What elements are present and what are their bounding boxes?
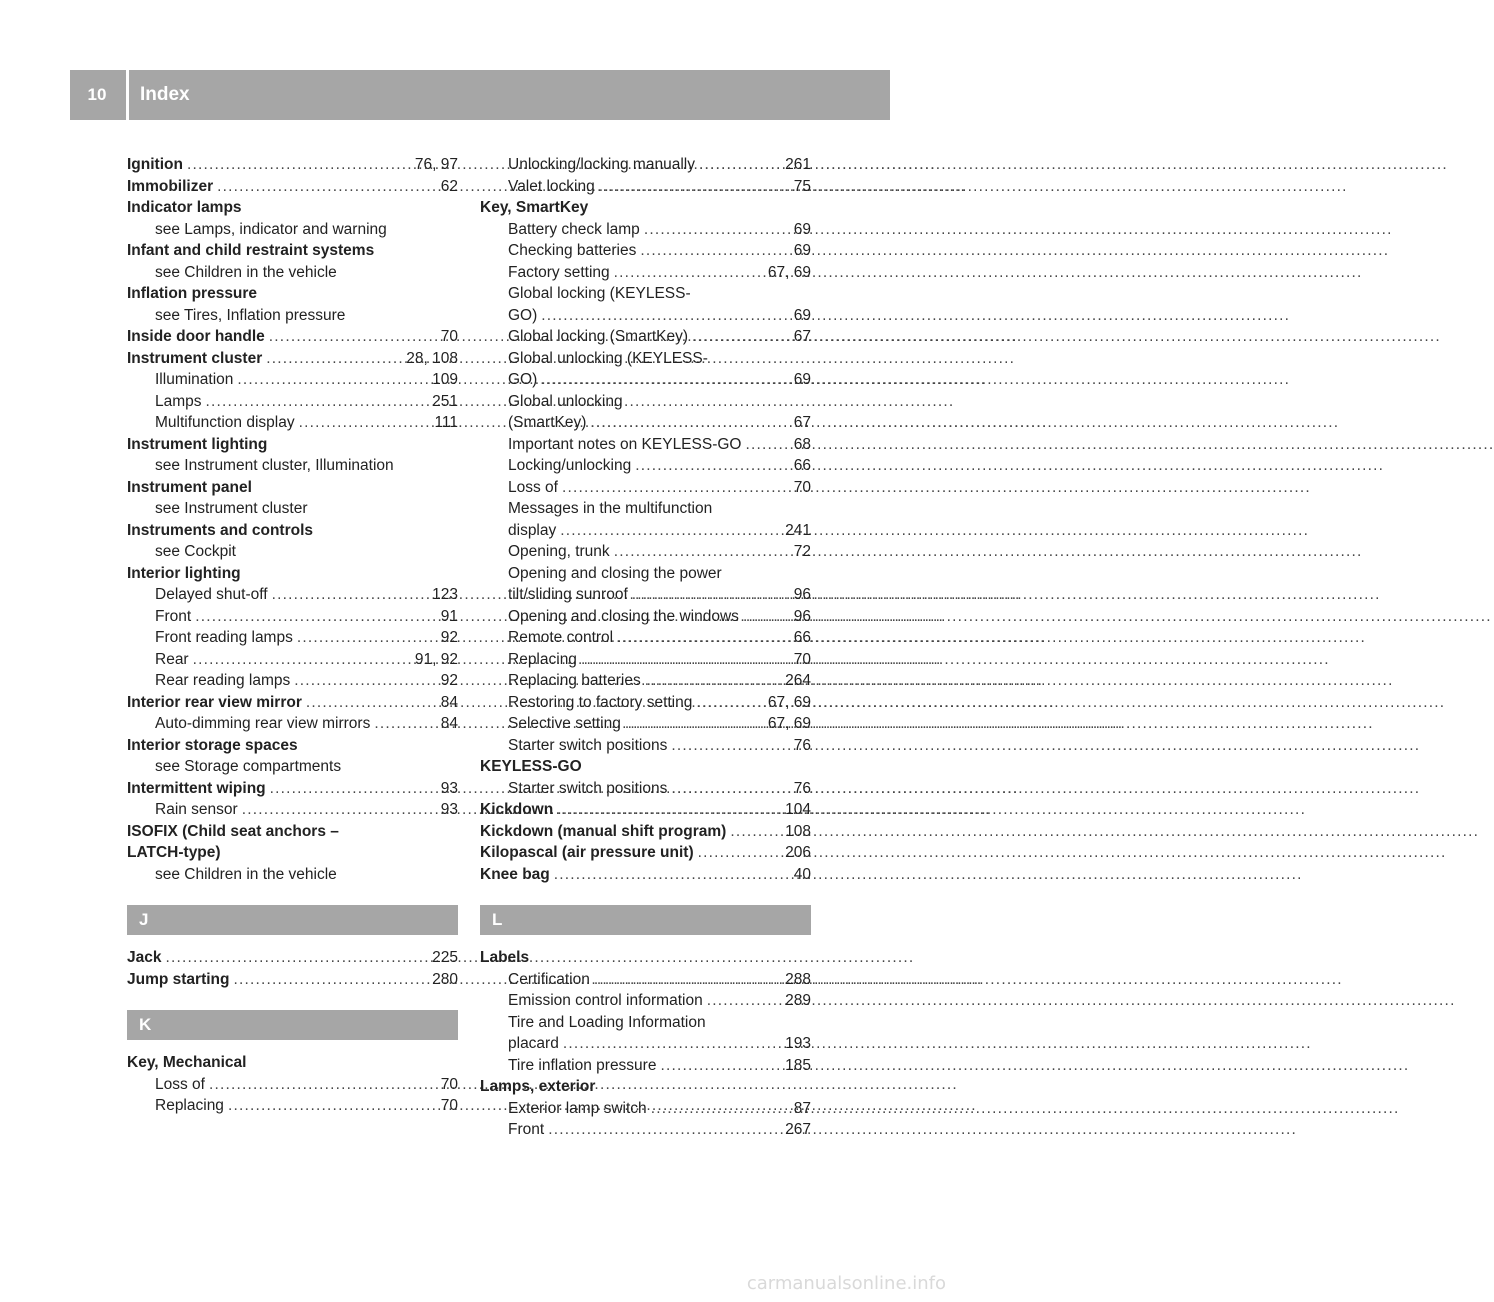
dot-leader [541,305,789,327]
index-entry [127,369,458,391]
index-entry [127,713,458,735]
entry-label: Jack [127,949,162,966]
dot-leader [635,455,790,477]
entry-label: Front [508,1121,545,1138]
index-entry [127,154,458,176]
dot-leader [270,778,437,800]
entry-label: GO) [508,371,538,388]
index-entry [480,670,811,692]
dot-leader [541,369,789,391]
entry-label: Loss of [155,1075,205,1093]
entry-page-ref: 67, 69 [767,715,811,732]
entry-label: display [508,521,557,539]
entry-page-ref: 185 [785,1056,811,1074]
index-group-k-mechanical [127,1052,458,1117]
entry-label: Remote control [508,629,614,646]
index-entry [127,692,458,714]
entry-label: Rear [155,650,189,668]
index-subline: Messages in the multifunction [508,500,713,517]
entry-page-ref: 67 [793,414,811,431]
entry-page-ref: 75 [793,177,811,195]
dot-leader [272,584,429,606]
dot-leader [640,240,789,262]
index-heading: Key, Mechanical [127,1054,247,1071]
entry-label: Loss of [508,478,558,496]
letter-heading-l: L [480,905,811,935]
dot-leader [590,412,789,434]
dot-leader [562,477,790,499]
entry-page-ref: 67, 69 [767,263,811,281]
entry-page-ref: 280 [432,970,458,988]
index-entry [127,326,458,348]
index-entry [127,584,458,606]
index-group-i [127,154,458,885]
dot-leader [266,348,402,370]
dot-leader [699,154,781,176]
dot-leader [294,670,436,692]
index-entry [127,969,458,991]
entry-label: Auto-dimming rear view mirrors [155,715,371,732]
entry-label: Restoring to factory setting [508,693,693,711]
index-heading: Instrument panel [127,478,252,496]
index-entry [480,1119,811,1141]
entry-page-ref: 66 [793,457,811,474]
index-heading: Instruments and controls [127,521,314,539]
index-heading: Interior storage spaces [127,736,298,754]
index-subline: Opening and closing the power [508,564,722,582]
entry-label: Certification [508,970,590,988]
dot-leader [299,412,431,434]
entry-label: Replacing [508,650,577,668]
dot-leader [242,799,437,821]
dot-leader [237,369,428,391]
dot-leader [228,1095,437,1117]
index-entry [480,735,811,757]
index-entry [480,1055,811,1077]
entry-page-ref: 92 [440,629,458,646]
index-entry [480,778,811,800]
entry-label: Intermittent wiping [127,779,266,797]
entry-label: Replacing batteries [508,672,641,689]
index-entry [127,670,458,692]
entry-page-ref: 288 [785,970,811,988]
index-entry [127,606,458,628]
index-entry [127,778,458,800]
entry-label: Exterior lamp switch [508,1099,647,1117]
index-heading: Key, SmartKey [480,199,589,216]
entry-label: Emission control information [508,992,703,1009]
entry-page-ref: 70 [440,1075,458,1093]
entry-label: Tire inflation pressure [508,1056,657,1074]
index-entry [480,477,811,499]
index-entry [127,799,458,821]
index-entry [480,1033,811,1055]
index-entry [480,864,811,886]
index-entry [127,947,458,969]
index-subline: Tire and Loading Information [508,1013,706,1031]
entry-page-ref: 40 [793,865,811,883]
entry-page-ref: 70 [440,1097,458,1114]
index-entry [127,412,458,434]
entry-label: tilt/sliding sunroof [508,586,628,603]
entry-label: Important notes on KEYLESS-GO [508,435,742,453]
index-subline: see Lamps, indicator and warning [155,220,387,238]
entry-page-ref: 109 [432,371,458,388]
entry-label: Kilopascal (air pressure unit) [480,844,694,861]
index-entry [480,969,811,991]
index-entry [480,262,811,284]
index-entry [480,219,811,241]
entry-page-ref: 67 [793,328,811,345]
entry-page-ref: 67, 69 [767,693,811,711]
dot-leader [297,627,437,649]
dot-leader [614,541,790,563]
index-entry [480,821,811,843]
letter-heading-k: K [127,1010,458,1040]
index-entry [480,1098,811,1120]
entry-page-ref: 206 [785,844,811,861]
dot-leader [560,520,781,542]
header-divider [126,70,129,120]
index-subline: Global unlocking (KEYLESS- [508,349,708,367]
page-header [70,70,890,120]
entry-page-ref: 251 [432,392,458,410]
entry-page-ref: 267 [785,1121,811,1138]
dot-leader [557,799,781,821]
entry-page-ref: 96 [793,586,811,603]
index-column-right [480,154,811,1141]
entry-page-ref: 76, 97 [414,156,458,173]
dot-leader [209,1074,437,1096]
entry-page-ref: 69 [793,306,811,324]
entry-page-ref: 96 [793,607,811,625]
entry-label: Delayed shut-off [155,586,268,603]
index-subline: see Children in the vehicle [155,865,337,883]
index-heading: KEYLESS-GO [480,758,582,775]
index-subline: see Tires, Inflation pressure [155,306,346,324]
entry-page-ref: 66 [793,629,811,646]
index-entry [127,348,458,370]
entry-label: Jump starting [127,970,230,988]
dot-leader [730,821,781,843]
entry-label: Front [155,607,192,625]
entry-page-ref: 87 [793,1099,811,1117]
entry-page-ref: 69 [793,371,811,388]
index-entry [480,541,811,563]
dot-leader [743,606,790,628]
entry-page-ref: 70 [440,328,458,345]
index-entry [480,990,811,1012]
entry-label: Replacing [155,1097,224,1114]
index-subline: Global locking (KEYLESS- [508,285,691,302]
index-group-j [127,947,458,990]
index-entry [480,606,811,628]
entry-page-ref: 241 [785,521,811,539]
entry-page-ref: 225 [432,949,458,966]
entry-label: Factory setting [508,263,610,281]
dot-leader [548,1119,781,1141]
entry-page-ref: 93 [440,779,458,797]
index-entry [127,1095,458,1117]
entry-label: Starter switch positions [508,779,668,797]
entry-page-ref: 108 [785,822,811,840]
index-heading: Lamps, exterior [480,1078,596,1095]
dot-leader [554,864,790,886]
entry-page-ref: 111 [434,414,458,431]
index-entry [127,1074,458,1096]
dot-leader [671,735,789,757]
entry-label: Instrument cluster [127,349,263,367]
entry-label: Kickdown [480,801,554,818]
dot-leader [644,219,790,241]
entry-page-ref: 72 [793,543,811,560]
dot-leader [617,627,790,649]
entry-label: Illumination [155,371,234,388]
index-entry [127,627,458,649]
index-entry [480,692,811,714]
index-heading: Infant and child restraint systems [127,242,375,259]
entry-label: Global locking (SmartKey) [508,328,689,345]
entry-page-ref: 69 [793,220,811,238]
entry-page-ref: 70 [793,478,811,496]
dot-leader [306,692,437,714]
index-subline: see Instrument cluster [155,500,308,517]
entry-label: Unlocking/locking manually [508,156,695,173]
entry-label: Selective setting [508,715,621,732]
dot-leader [692,326,790,348]
index-subline: see Cockpit [155,543,236,560]
index-heading: LATCH-type) [127,844,221,861]
index-subline: see Instrument cluster, Illumination [155,457,394,474]
index-entry [480,412,811,434]
page-number: 10 [87,85,107,104]
entry-page-ref: 104 [785,801,811,818]
entry-label: Immobilizer [127,177,214,195]
entry-label: Valet locking [508,177,595,195]
entry-page-ref: 76 [793,736,811,754]
index-entry [480,799,811,821]
watermark: carmanualsonline.info [746,1273,946,1294]
entry-label: Lamps [155,392,202,410]
index-entry [480,240,811,262]
dot-leader [707,990,781,1012]
entry-label: Inside door handle [127,328,265,345]
dot-leader [193,649,411,671]
index-heading: ISOFIX (Child seat anchors – [127,822,339,840]
entry-label: Multifunction display [155,414,295,431]
entry-page-ref: 93 [440,801,458,818]
index-entry [480,713,811,735]
entry-page-ref: 261 [785,156,811,173]
entry-page-ref: 84 [440,715,458,732]
entry-label: placard [508,1035,559,1052]
dot-leader [581,649,790,671]
index-heading: Inflation pressure [127,285,258,302]
dot-leader [614,262,764,284]
entry-label: Starter switch positions [508,736,668,754]
index-entry [480,520,811,542]
index-entry [480,305,811,327]
index-entry [480,455,811,477]
dot-leader [625,713,764,735]
dot-leader [217,176,437,198]
index-column-left [127,154,458,1117]
index-heading: Indicator lamps [127,199,242,216]
index-entry [480,627,811,649]
entry-page-ref: 123 [432,586,458,603]
index-entry [127,649,458,671]
entry-page-ref: 62 [440,177,458,195]
index-entry [480,326,811,348]
entry-label: Rear reading lamps [155,672,291,689]
index-entry [480,154,811,176]
index-subline: see Children in the vehicle [155,263,337,281]
index-entry [480,369,811,391]
dot-leader [233,969,428,991]
entry-label: Battery check lamp [508,220,640,238]
entry-page-ref: 92 [440,672,458,689]
index-entry [480,584,811,606]
index-subline: see Storage compartments [155,758,342,775]
index-entry [480,176,811,198]
index-heading: Interior lighting [127,564,241,582]
dot-leader [195,606,437,628]
dot-leader [187,154,411,176]
index-entry [480,649,811,671]
index-subline: Global unlocking [508,392,623,410]
index-entry [480,434,811,456]
index-heading: Instrument lighting [127,435,268,453]
entry-page-ref: 68 [793,435,811,453]
entry-page-ref: 289 [785,992,811,1009]
dot-leader [632,584,790,606]
dot-leader [698,842,782,864]
dot-leader [206,391,429,413]
dot-leader [651,1098,790,1120]
dot-leader [165,947,428,969]
entry-label: Kickdown (manual shift program) [480,822,727,840]
dot-leader [645,670,781,692]
entry-label: GO) [508,306,538,324]
index-entry [127,176,458,198]
dot-leader [745,434,789,456]
dot-leader [374,713,436,735]
entry-label: Rain sensor [155,801,238,818]
entry-label: Knee bag [480,865,550,883]
index-group-k-smartkey [480,154,811,885]
entry-label: Checking batteries [508,242,637,259]
entry-label: Locking/unlocking [508,457,632,474]
dot-leader [269,326,437,348]
entry-page-ref: 76 [793,779,811,797]
entry-label: (SmartKey) [508,414,587,431]
dot-leader [563,1033,781,1055]
entry-page-ref: 91, 92 [414,650,458,668]
entry-page-ref: 193 [785,1035,811,1052]
entry-page-ref: 70 [793,650,811,668]
index-entry [480,842,811,864]
entry-page-ref: 69 [793,242,811,259]
dot-leader [671,778,789,800]
dot-leader [660,1055,781,1077]
entry-page-ref: 91 [440,607,458,625]
dot-leader [599,176,790,198]
letter-heading-j: J [127,905,458,935]
entry-label: Interior rear view mirror [127,693,302,711]
entry-page-ref: 28, 108 [406,349,458,367]
index-entry [127,391,458,413]
index-heading: Labels [480,949,530,966]
entry-label: Ignition [127,156,183,173]
dot-leader [594,969,781,991]
entry-label: Opening and closing the windows [508,607,739,625]
entry-label: Front reading lamps [155,629,293,646]
entry-page-ref: 264 [785,672,811,689]
dot-leader [696,692,764,714]
index-group-l [480,947,811,1141]
entry-page-ref: 84 [440,693,458,711]
section-title: Index [140,84,190,105]
entry-label: Opening, trunk [508,543,610,560]
